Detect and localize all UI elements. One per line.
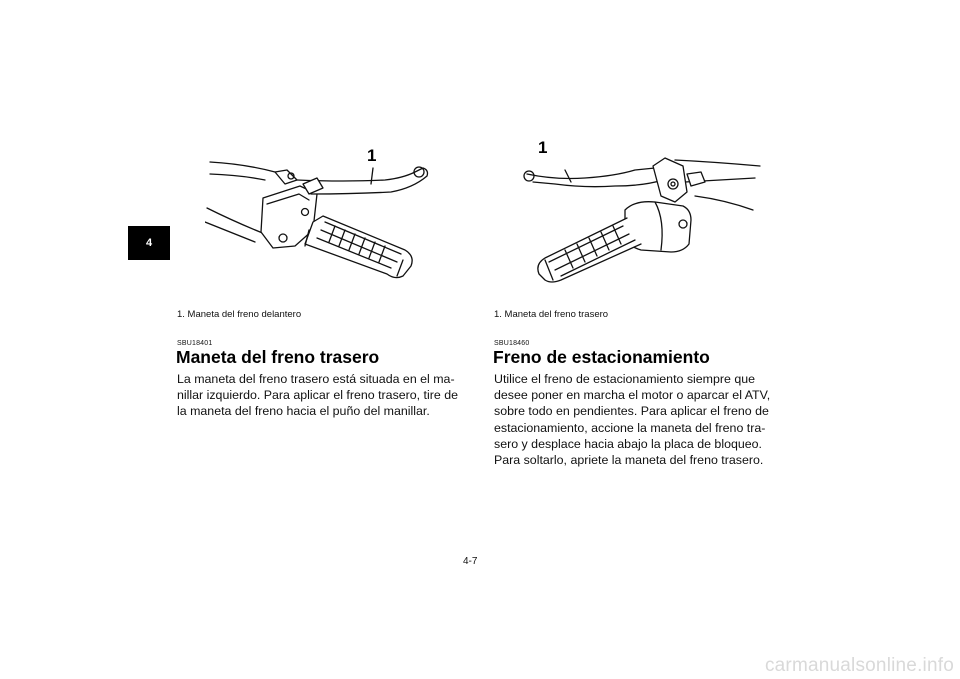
right-body-line: sero y desplace hacia abajo la placa de bloqueo. [494, 436, 762, 451]
right-body-line: Utilice el freno de estacionamiento siempre que [494, 372, 756, 386]
left-body-line: la maneta del freno hacia el puño del manillar. [177, 404, 430, 419]
right-body-line: estacionamiento, accione la maneta del freno tra- [494, 420, 766, 435]
right-section-title: Freno de estacionamiento [493, 347, 710, 367]
right-section-code: SBU18460 [494, 340, 530, 347]
left-section-code: SBU18401 [177, 340, 213, 347]
rear-brake-lever-drawing [515, 140, 765, 290]
chapter-tab-label: 4 [145, 237, 153, 249]
left-figure-caption: 1. Maneta del freno delantero [177, 309, 302, 320]
rear-brake-lever-illustration [515, 140, 765, 290]
right-section-body [494, 371, 780, 468]
right-body-line: desee poner en marcha el motor o aparcar el ATV, [494, 388, 771, 403]
left-body-line: nillar izquierdo. Para aplicar el freno trasero, tire de [177, 388, 458, 403]
left-body-line: La maneta del freno trasero está situada en el ma- [177, 372, 455, 386]
right-figure-caption: 1. Maneta del freno trasero [494, 309, 609, 320]
page-number: 4-7 [463, 556, 478, 567]
right-body-line: Para soltarlo, apriete la maneta del freno trasero. [494, 453, 764, 468]
right-callout-number: 1 [538, 138, 548, 157]
front-brake-lever-drawing [205, 150, 445, 300]
left-section-body [177, 371, 463, 420]
chapter-tab [128, 226, 170, 260]
left-callout-number: 1 [367, 146, 377, 165]
front-brake-lever-illustration [205, 150, 445, 300]
left-section-title: Maneta del freno trasero [176, 347, 380, 367]
right-body-line: sobre todo en pendientes. Para aplicar el freno de [494, 404, 769, 419]
site-watermark: carmanualsonline.info [764, 655, 954, 676]
